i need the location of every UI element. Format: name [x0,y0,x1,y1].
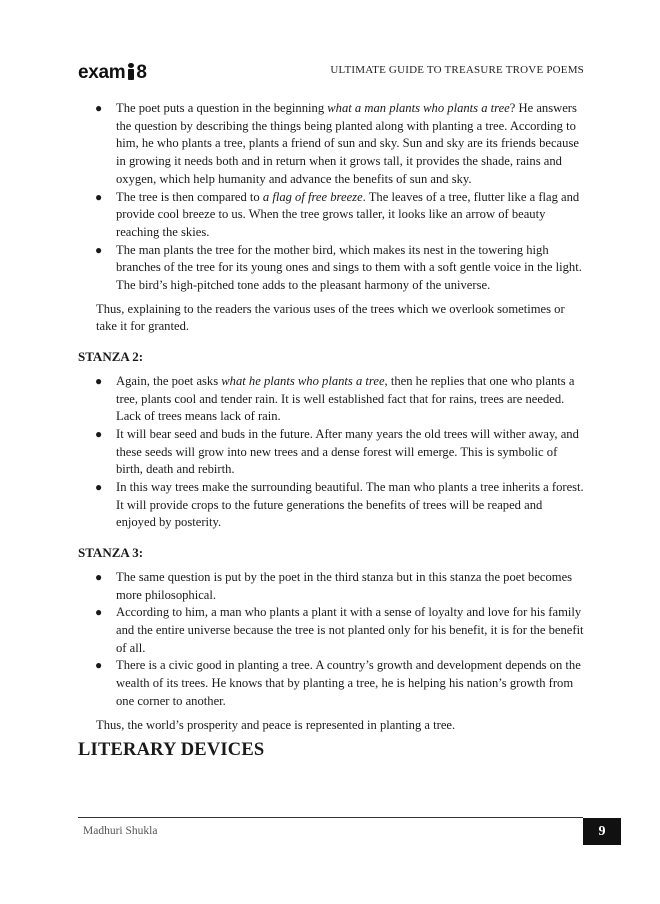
stanza3-closing: Thus, the world’s prosperity and peace is represented in planting a tree. [96,717,456,732]
bullet-icon: ● [95,426,103,441]
stanza3-bullet-list [78,569,584,711]
footer-author: Madhuri Shukla [83,825,158,837]
logo-text: exam [78,62,126,83]
exam18-logo [78,60,147,86]
header-title: ULTIMATE GUIDE TO TREASURE TROVE POEMS [330,64,584,76]
page-content [78,100,584,734]
page-number: 9 [583,818,621,845]
logo-mark-icon [127,63,135,80]
list-item [95,479,584,532]
bullet-text: There is a civic good in planting a tree. A country’s growth and development depends on the wealth of its trees. He knows that by planting a tree, he is helping his nation’s growth from one corner to another. [116,658,581,708]
list-item [95,604,584,657]
bullet-text-cont: , then he replies that one who plants a tree, plants cool and tender rain. It is well established fact that for rains, trees are needed. Lack of trees means lack of rain. [116,373,575,424]
bullet-icon: ● [95,480,103,495]
bullet-text: The poet puts a question in the beginning [116,101,328,115]
list-item [95,189,584,242]
literary-devices-heading: LITERARY DEVICES [78,740,265,760]
list-item [95,569,584,604]
logo-number: 8 [136,62,147,83]
list-item [95,100,584,189]
list-item [95,242,584,295]
bullet-text: According to him, a man who plants a plant it with a sense of loyalty and love for his family and the entire universe because the tree is not planted only for his benefit, it is for the benefit of all. [116,605,584,655]
bullet-text-cont: . The leaves of a tree, flutter like a flag and provide cool breeze to us. When the tree grows taller, it looks like an arrow of beauty reaching the skies. [116,189,580,239]
quoted-phrase: what a man plants who plants a tree [327,101,510,115]
quoted-phrase: what he plants who plants a tree [221,373,385,388]
quoted-phrase: a flag of free breeze [262,189,363,204]
bullet-icon: ● [95,101,103,115]
list-item [95,373,584,426]
stanza2-bullet-list [78,373,584,532]
bullet-icon: ● [95,658,103,673]
bullet-icon: ● [95,242,103,257]
page-header [78,60,584,86]
bullet-text: The man plants the tree for the mother bird, which makes its nest in the towering high branches of the tree for its young ones and sings to them with a soft gentle voice in the light. The bird’s high-pitched tone adds to the pleasant harmony of the universe. [116,242,582,293]
bullet-text: Again, the poet asks [116,373,222,388]
bullet-icon: ● [95,605,103,620]
section1-closing: Thus, explaining to the readers the various uses of the trees which we overlook sometimes or take it for granted. [96,301,565,334]
bullet-text-cont: ? He answers the question by describing the things being planted along with planting a tree. According to him, he who plants a tree, plants a friend of sun and sky. Sun and sky are its friends because in growing it needs both and in return when it grows tall, it provides the shade, rains and oxygen, which help humanity and advance the benefits of sun and sky. [116,101,579,186]
footer-divider [78,817,583,818]
bullet-text: The tree is then compared to [116,189,263,204]
list-item [95,657,584,710]
section1-bullet-list [78,100,584,295]
bullet-text: It will bear seed and buds in the future. After many years the old trees will wither away, and these seeds will grow into new trees and a dense forest will emerge. This is symbolic of birth, death and rebirth. [116,426,579,477]
bullet-text: In this way trees make the surrounding beautiful. The man who plants a tree inherits a forest. It will provide crops to the future generations the benefits of trees will be reaped and enjoyed by posterity. [116,480,584,530]
bullet-icon: ● [95,189,103,204]
bullet-text: The same question is put by the poet in the third stanza but in this stanza the poet becomes more philosophical. [116,569,573,602]
list-item [95,426,584,479]
stanza2-heading: STANZA 2: [78,349,144,365]
bullet-icon: ● [95,569,103,584]
bullet-icon: ● [95,373,103,388]
stanza3-heading: STANZA 3: [78,545,144,561]
